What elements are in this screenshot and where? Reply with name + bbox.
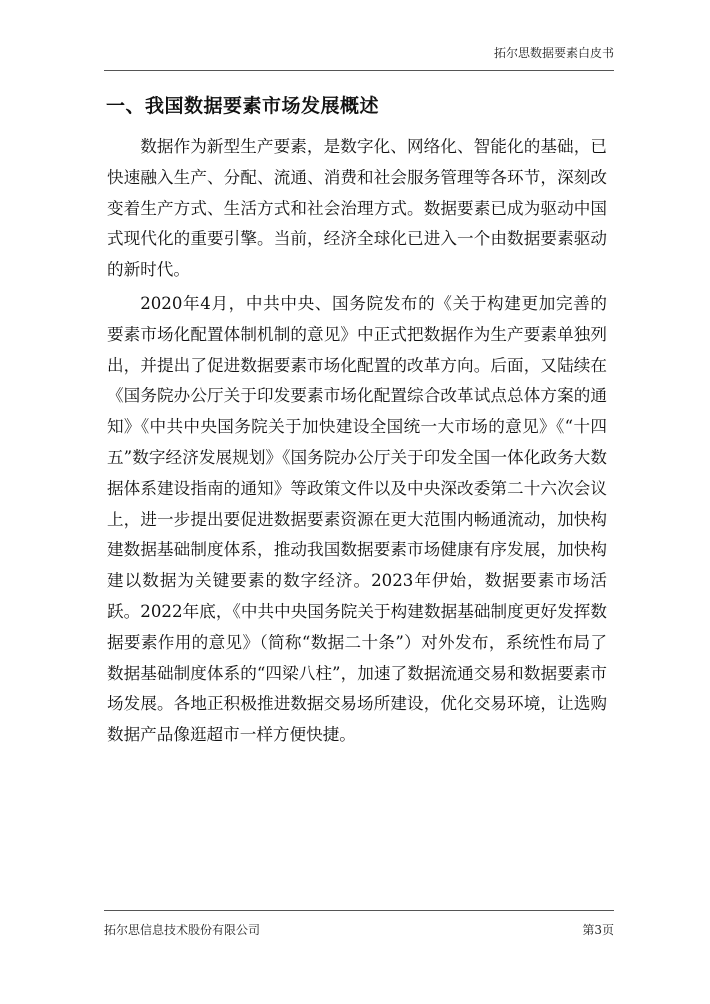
body-paragraph: 2020年4月，中共中央、国务院发布的《关于构建更加完善的要素市场化配置体制机制的意见》中正式把数据作为生产要素单独列出，并提出了促进数据要素市场化配置的改革方向。后面，又陆续在《国务院办公厅关于印发要素市场化配置综合改革试点总体方案的通知》《中共中央国务院关于加快建设全国统一大市场的意见》《“十四五”数字经济发展规划》《国务院办公厅关于印发全国一体化政务大数据体系建设指南的通知》等政策文件以及中央深改委第二十六次会议上，进一步提出要促进数据要素资源在更大范围内畅通流动，加快构建数据基础制度体系，推动我国数据要素市场健康有序发展，加快构建以数据为关键要素的数字经济。2023年伊始，数据要素市场活跃。2022年底，《中共中央国务院关于构建数据基础制度更好发挥数据要素作用的意见》（简称“数据二十条”）对外发布，系统性布局了数据基础制度体系的“四梁八柱”，加速了数据流通交易和数据要素市场发展。各地正积极推进数据交易场所建设，优化交易环境，让选购数据产品像逛超市一样方便快捷。 [107, 293, 607, 745]
body-paragraph: 数据作为新型生产要素，是数字化、网络化、智能化的基础，已快速融入生产、分配、流通、消费和社会服务管理等各环节，深刻改变着生产方式、生活方式和社会治理方式。数据要素已成为驱动中国式现代化的重要引擎。当前，经济全球化已进入一个由数据要素驱动的新时代。 [107, 137, 607, 280]
footer-divider [104, 910, 614, 911]
page-number: 第3页 [582, 923, 614, 937]
footer-company-name: 拓尔思信息技术股份有限公司 [104, 923, 261, 937]
running-header: 拓尔思数据要素白皮书 [493, 46, 614, 60]
body-content [107, 132, 607, 751]
section-heading: 一、我国数据要素市场发展概述 [106, 95, 380, 117]
header-divider [104, 70, 614, 71]
